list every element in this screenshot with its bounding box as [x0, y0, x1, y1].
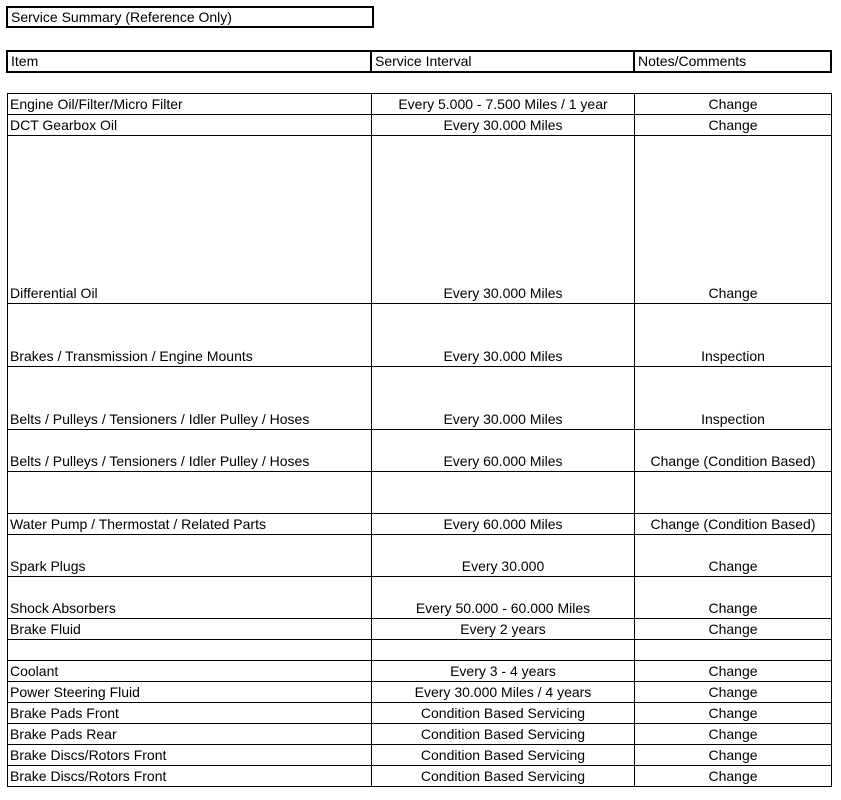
notes-cell: Change	[635, 94, 832, 115]
interval-cell: Every 30.000	[372, 535, 635, 577]
item-cell: Coolant	[8, 661, 372, 682]
item-cell: DCT Gearbox Oil	[8, 115, 372, 136]
table-row	[8, 766, 832, 787]
sheet-title: Service Summary (Reference Only)	[6, 6, 374, 28]
notes-cell: Change	[635, 619, 832, 640]
notes-cell: Change (Condition Based)	[635, 514, 832, 535]
interval-cell: Every 5.000 - 7.500 Miles / 1 year	[372, 94, 635, 115]
interval-cell: Condition Based Servicing	[372, 766, 635, 787]
table-row	[8, 136, 832, 304]
item-cell	[8, 640, 372, 661]
interval-cell: Every 30.000 Miles	[372, 367, 635, 430]
item-cell: Brakes / Transmission / Engine Mounts	[8, 304, 372, 367]
interval-cell: Every 30.000 Miles	[372, 136, 635, 304]
notes-cell: Change	[635, 724, 832, 745]
item-cell: Engine Oil/Filter/Micro Filter	[8, 94, 372, 115]
item-cell: Belts / Pulleys / Tensioners / Idler Pulley / Hoses	[8, 430, 372, 472]
service-table	[7, 93, 832, 787]
item-cell: Brake Pads Rear	[8, 724, 372, 745]
table-row	[8, 724, 832, 745]
item-cell: Differential Oil	[8, 136, 372, 304]
header-service-interval: Service Interval	[371, 51, 634, 72]
item-cell: Brake Fluid	[8, 619, 372, 640]
notes-cell: Change (Condition Based)	[635, 430, 832, 472]
notes-cell: Change	[635, 535, 832, 577]
table-row	[8, 115, 832, 136]
interval-cell: Every 50.000 - 60.000 Miles	[372, 577, 635, 619]
interval-cell: Every 3 - 4 years	[372, 661, 635, 682]
interval-cell: Condition Based Servicing	[372, 745, 635, 766]
item-cell: Brake Discs/Rotors Front	[8, 766, 372, 787]
table-row	[8, 745, 832, 766]
header-item: Item	[7, 51, 371, 72]
table-row-empty	[8, 472, 832, 514]
notes-cell: Change	[635, 661, 832, 682]
table-row	[8, 703, 832, 724]
table-row	[8, 94, 832, 115]
table-row-empty	[8, 640, 832, 661]
notes-cell	[635, 472, 832, 514]
interval-cell: Condition Based Servicing	[372, 724, 635, 745]
table-row	[8, 514, 832, 535]
table-row	[8, 304, 832, 367]
interval-cell: Every 60.000 Miles	[372, 514, 635, 535]
item-cell: Brake Discs/Rotors Front	[8, 745, 372, 766]
table-row	[8, 367, 832, 430]
header-row	[7, 51, 831, 72]
interval-cell: Every 30.000 Miles	[372, 115, 635, 136]
notes-cell: Change	[635, 577, 832, 619]
notes-cell: Inspection	[635, 304, 832, 367]
table-row	[8, 619, 832, 640]
item-cell: Shock Absorbers	[8, 577, 372, 619]
notes-cell: Change	[635, 703, 832, 724]
interval-cell: Condition Based Servicing	[372, 703, 635, 724]
item-cell: Spark Plugs	[8, 535, 372, 577]
notes-cell: Change	[635, 115, 832, 136]
notes-cell	[635, 640, 832, 661]
notes-cell: Inspection	[635, 367, 832, 430]
item-cell	[8, 472, 372, 514]
header-row-table	[6, 50, 832, 73]
notes-cell: Change	[635, 136, 832, 304]
table-row	[8, 661, 832, 682]
notes-cell: Change	[635, 745, 832, 766]
table-row	[8, 682, 832, 703]
table-row	[8, 535, 832, 577]
header-notes: Notes/Comments	[634, 51, 831, 72]
notes-cell: Change	[635, 682, 832, 703]
table-row	[8, 577, 832, 619]
item-cell: Water Pump / Thermostat / Related Parts	[8, 514, 372, 535]
notes-cell: Change	[635, 766, 832, 787]
item-cell: Belts / Pulleys / Tensioners / Idler Pulley / Hoses	[8, 367, 372, 430]
interval-cell: Every 30.000 Miles / 4 years	[372, 682, 635, 703]
interval-cell: Every 60.000 Miles	[372, 430, 635, 472]
item-cell: Power Steering Fluid	[8, 682, 372, 703]
interval-cell: Every 2 years	[372, 619, 635, 640]
item-cell: Brake Pads Front	[8, 703, 372, 724]
interval-cell	[372, 640, 635, 661]
interval-cell	[372, 472, 635, 514]
table-row	[8, 430, 832, 472]
interval-cell: Every 30.000 Miles	[372, 304, 635, 367]
